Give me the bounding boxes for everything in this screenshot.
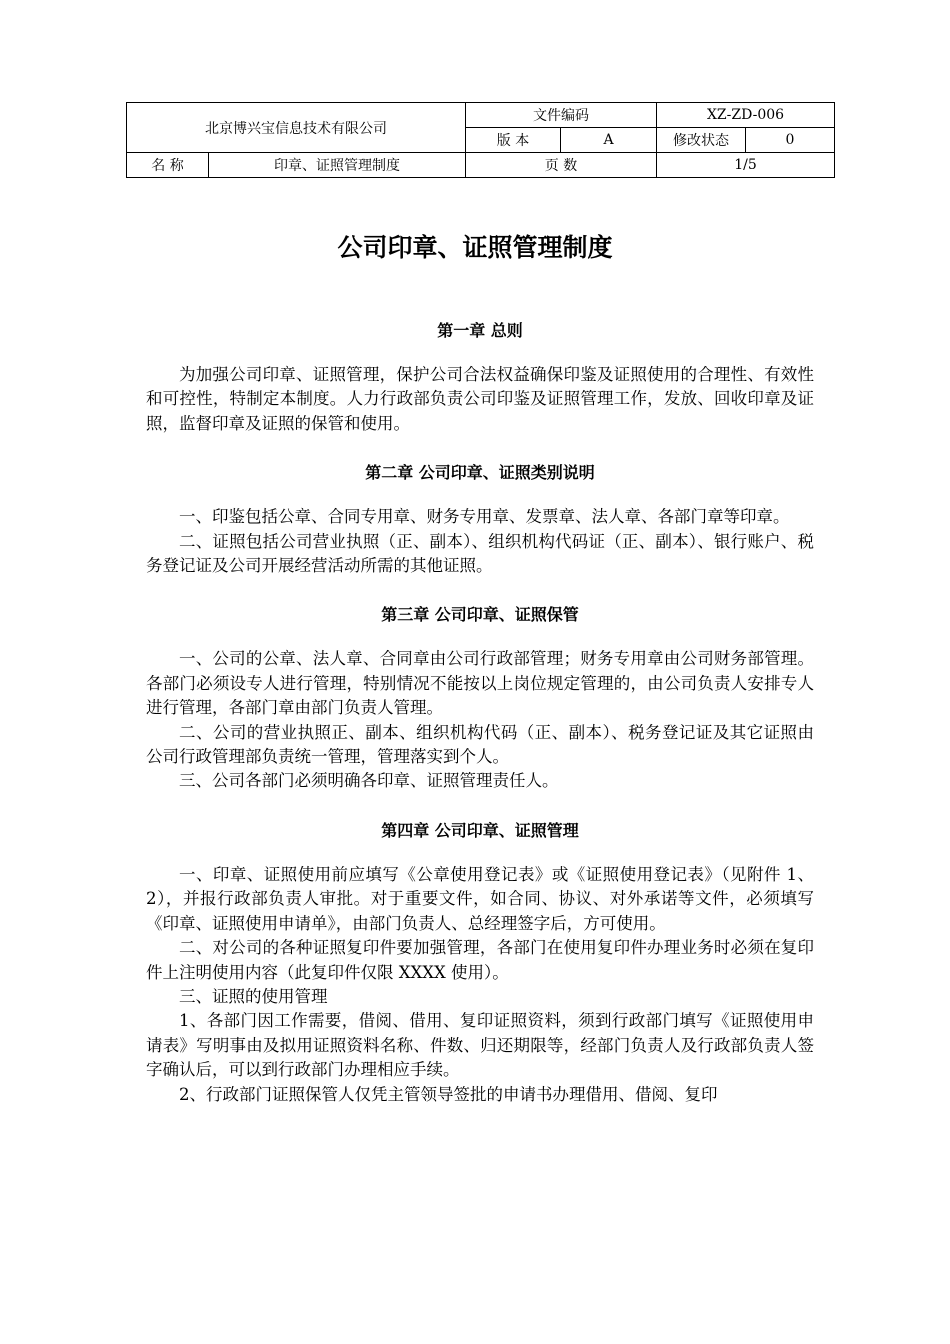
paragraph: 一、印章、证照使用前应填写《公章使用登记表》或《证照使用登记表》（见附件 1、2），并报行政部负责人审批。对于重要文件，如合同、协议、对外承诺等文件，必须填写《印章、证照使用申请单》，由部门负责人、总经理签字后，方可使用。 — [146, 864, 814, 933]
company-name: 北京博兴宝信息技术有限公司 — [127, 103, 466, 153]
revision-label: 修改状态 — [657, 128, 746, 153]
paragraph: 三、公司各部门必须明确各印章、证照管理责任人。 — [179, 771, 559, 791]
paragraph: 一、印鉴包括公章、合同专用章、财务专用章、发票章、法人章、各部门章等印章。 — [179, 507, 790, 527]
chapter-heading: 第二章 公司印章、证照类别说明 — [365, 463, 595, 483]
doc-code-label: 文件编码 — [466, 103, 657, 128]
paragraph: 二、证照包括公司营业执照（正、副本）、组织机构代码证（正、副本）、银行账户、税务登记证及公司开展经营活动所需的其他证照。 — [146, 531, 814, 576]
chapter-heading: 第三章 公司印章、证照保管 — [381, 605, 579, 625]
name-label: 名 称 — [127, 153, 209, 178]
paragraph: 1、各部门因工作需要，借阅、借用、复印证照资料，须到行政部门填写《证照使用申请表》写明事由及拟用证照资料名称、件数、归还期限等，经部门负责人及行政部负责人签字确认后，可以到行政部门办理相应手续。 — [146, 1011, 814, 1080]
version-value: A — [561, 128, 657, 153]
chapter-heading: 第四章 公司印章、证照管理 — [381, 820, 579, 840]
document-title: 公司印章、证照管理制度 — [337, 233, 613, 262]
name-value: 印章、证照管理制度 — [209, 153, 466, 178]
paragraph: 一、公司的公章、法人章、合同章由公司行政部管理；财务专用章由公司财务部管理。各部门必须设专人进行管理，特别情况不能按以上岗位规定管理的，由公司负责人安排专人进行管理，各部门章由部门负责人管理。 — [146, 649, 814, 718]
paragraph: 2、行政部门证照保管人仅凭主管领导签批的申请书办理借用、借阅、复印 — [179, 1084, 718, 1104]
chapter-heading: 第一章 总则 — [437, 321, 523, 340]
pages-value: 1/5 — [657, 153, 835, 178]
paragraph: 为加强公司印章、证照管理，保护公司合法权益确保印鉴及证照使用的合理性、有效性和可控性，特制定本制度。人力行政部负责公司印鉴及证照管理工作，发放、回收印章及证照，监督印章及证照的保管和使用。 — [146, 365, 814, 433]
pages-label: 页 数 — [466, 153, 657, 178]
paragraph: 二、公司的营业执照正、副本、组织机构代码（正、副本）、税务登记证及其它证照由公司行政管理部负责统一管理，管理落实到个人。 — [146, 722, 814, 767]
paragraph: 三、证照的使用管理 — [179, 986, 328, 1006]
version-label: 版 本 — [466, 128, 561, 153]
document-header-table — [126, 102, 835, 178]
doc-code-value: XZ-ZD-006 — [657, 103, 835, 128]
revision-value: 0 — [746, 128, 835, 153]
document-body — [146, 318, 814, 1107]
paragraph: 二、对公司的各种证照复印件要加强管理，各部门在使用复印件办理业务时必须在复印件上注明使用内容（此复印件仅限 XXXX 使用）。 — [146, 938, 814, 982]
